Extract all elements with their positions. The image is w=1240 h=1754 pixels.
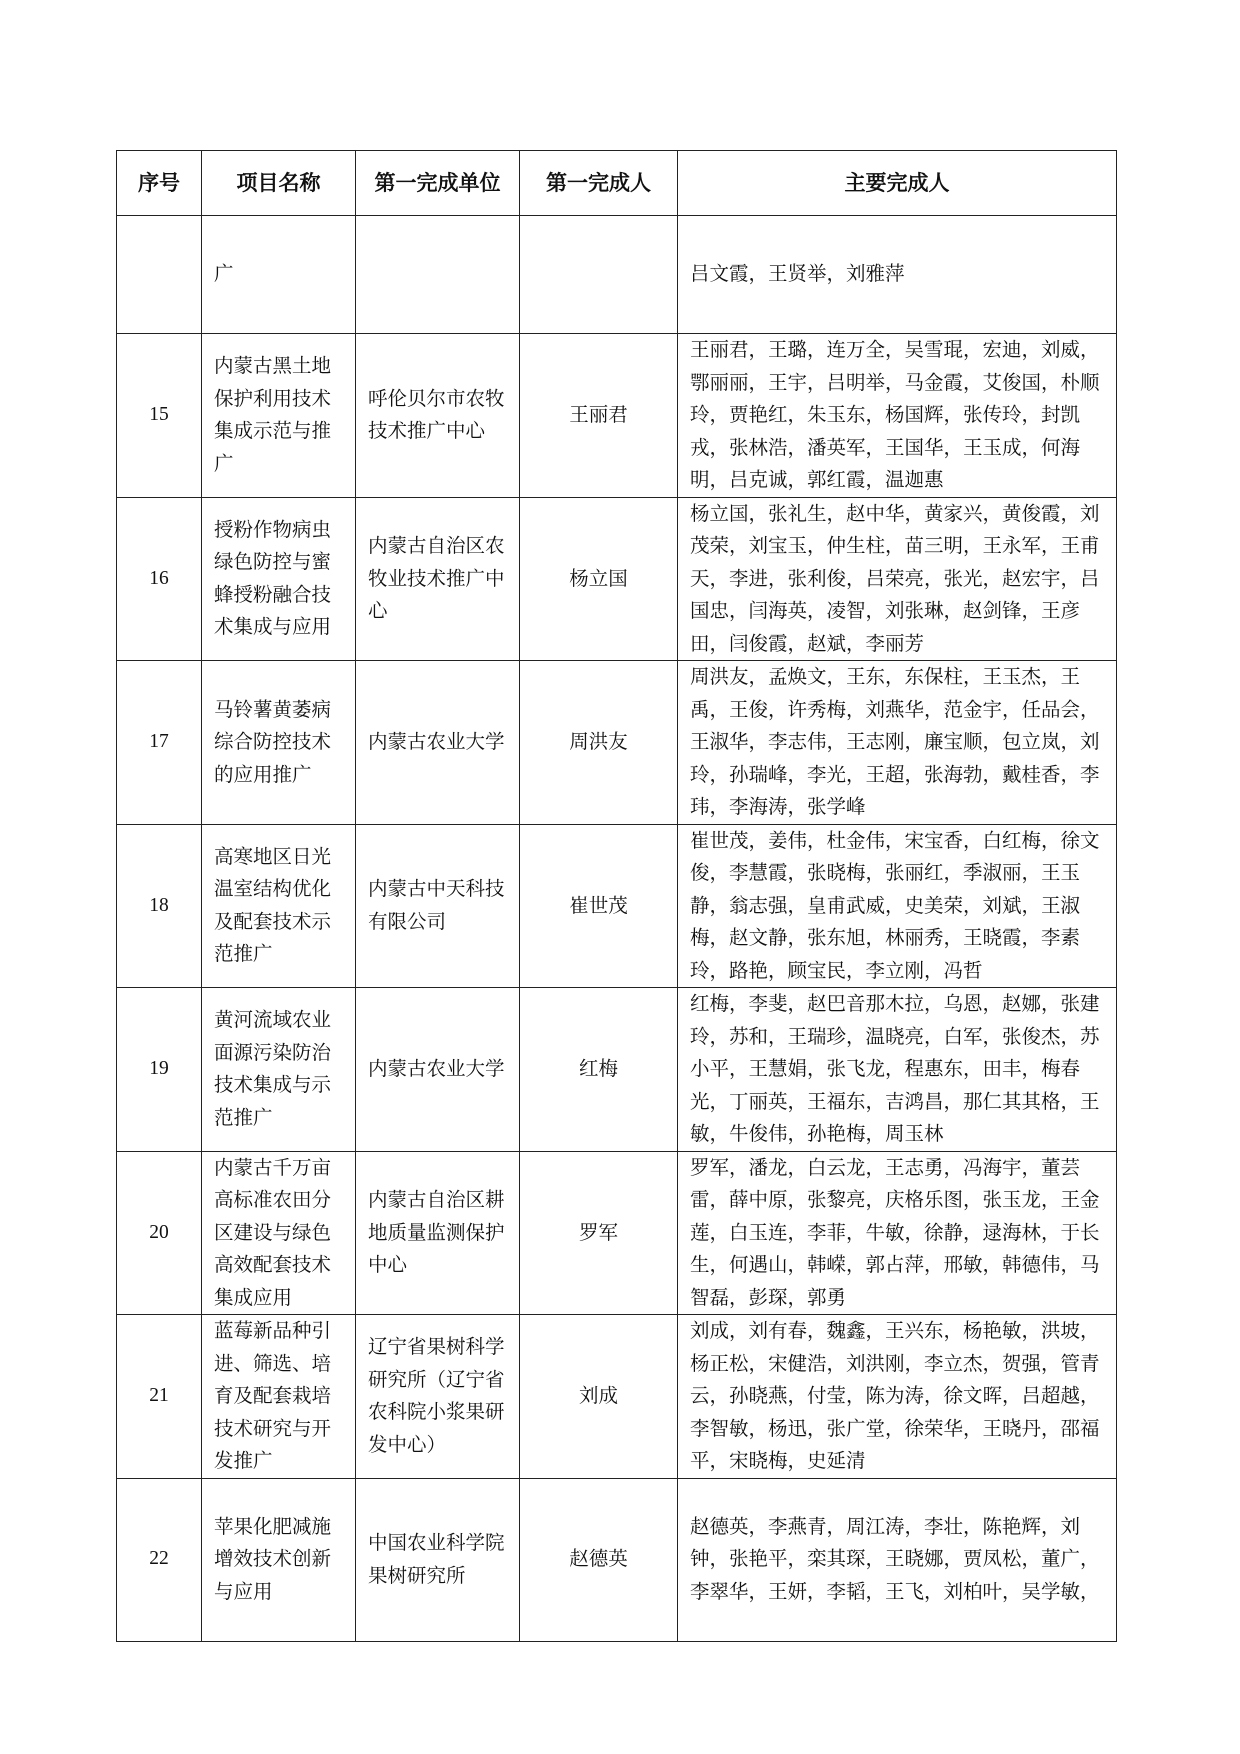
row-leader: 刘成	[520, 1315, 678, 1479]
table-row	[117, 661, 1117, 825]
table-row	[117, 497, 1117, 661]
table-row	[117, 988, 1117, 1152]
row-no: 16	[117, 497, 202, 661]
row-no: 21	[117, 1315, 202, 1479]
row-leader: 杨立国	[520, 497, 678, 661]
row-leader	[520, 216, 678, 334]
row-project: 内蒙古千万亩高标准农田分区建设与绿色高效配套技术集成应用	[202, 1151, 356, 1315]
table-row	[117, 824, 1117, 988]
row-no: 18	[117, 824, 202, 988]
row-unit: 内蒙古自治区农牧业技术推广中心	[356, 497, 520, 661]
row-unit: 内蒙古农业大学	[356, 661, 520, 825]
row-members: 王丽君，王璐，连万全，吴雪琨，宏迪，刘威，鄂丽丽，王宇，吕明举，马金霞，艾俊国，朴顺玲，贾艳红，朱玉东，杨国辉，张传玲，封凯戎，张林浩，潘英军，王国华，王玉成，何海明，吕克诚，郭红霞，温迦惠	[678, 334, 1117, 498]
row-unit: 内蒙古农业大学	[356, 988, 520, 1152]
row-unit: 内蒙古自治区耕地质量监测保护中心	[356, 1151, 520, 1315]
row-members: 吕文霞，王贤举，刘雅萍	[678, 216, 1117, 334]
row-members: 罗军，潘龙，白云龙，王志勇，冯海宇，董芸雷，薛中原，张黎亮，庆格乐图，张玉龙，王金莲，白玉连，李菲，牛敏，徐静，逯海林，于长生，何遇山，韩嵘，郭占萍，邢敏，韩德伟，马智磊，彭琛，郭勇	[678, 1151, 1117, 1315]
header-unit: 第一完成单位	[356, 151, 520, 216]
row-no: 20	[117, 1151, 202, 1315]
header-leader: 第一完成人	[520, 151, 678, 216]
row-unit: 呼伦贝尔市农牧技术推广中心	[356, 334, 520, 498]
header-members: 主要完成人	[678, 151, 1117, 216]
row-project: 高寒地区日光温室结构优化及配套技术示范推广	[202, 824, 356, 988]
row-members: 崔世茂，姜伟，杜金伟，宋宝香，白红梅，徐文俊，李慧霞，张晓梅，张丽红，季淑丽，王玉静，翁志强，皇甫武威，史美荣，刘斌，王淑梅，赵文静，张东旭，林丽秀，王晓霞，李素玲，路艳，顾宝民，李立刚，冯哲	[678, 824, 1117, 988]
table-row	[117, 1315, 1117, 1479]
row-no: 17	[117, 661, 202, 825]
row-members: 红梅，李斐，赵巴音那木拉，乌恩，赵娜，张建玲，苏和，王瑞珍，温晓亮，白军，张俊杰，苏小平，王慧娟，张飞龙，程惠东，田丰，梅春光，丁丽英，王福东，吉鸿昌，那仁其其格，王敏，牛俊伟，孙艳梅，周玉林	[678, 988, 1117, 1152]
row-unit	[356, 216, 520, 334]
row-members: 杨立国，张礼生，赵中华，黄家兴，黄俊霞，刘茂荣，刘宝玉，仲生柱，苗三明，王永军，王甫天，李进，张利俊，吕荣亮，张光，赵宏宇，吕国忠，闫海英，凌智，刘张琳，赵剑锋，王彦田，闫俊霞，赵斌，李丽芳	[678, 497, 1117, 661]
row-no: 22	[117, 1478, 202, 1641]
row-members: 周洪友，孟焕文，王东，东保柱，王玉杰，王禹，王俊，许秀梅，刘燕华，范金宇，任品会，王淑华，李志伟，王志刚，廉宝顺，包立岚，刘玲，孙瑞峰，李光，王超，张海勃，戴桂香，李玮，李海涛，张学峰	[678, 661, 1117, 825]
table-row	[117, 1478, 1117, 1641]
header-no: 序号	[117, 151, 202, 216]
row-unit: 中国农业科学院果树研究所	[356, 1478, 520, 1641]
row-project: 内蒙古黑土地保护利用技术集成示范与推广	[202, 334, 356, 498]
row-leader: 周洪友	[520, 661, 678, 825]
row-leader: 罗军	[520, 1151, 678, 1315]
row-unit: 辽宁省果树科学研究所（辽宁省农科院小浆果研发中心）	[356, 1315, 520, 1479]
row-project: 黄河流域农业面源污染防治技术集成与示范推广	[202, 988, 356, 1152]
row-no: 15	[117, 334, 202, 498]
row-project: 苹果化肥减施增效技术创新与应用	[202, 1478, 356, 1641]
table-row	[117, 334, 1117, 498]
row-no: 19	[117, 988, 202, 1152]
row-leader: 赵德英	[520, 1478, 678, 1641]
table-row	[117, 1151, 1117, 1315]
row-members: 刘成，刘有春，魏鑫，王兴东，杨艳敏，洪坡，杨正松，宋健浩，刘洪刚，李立杰，贺强，管青云，孙晓燕，付莹，陈为涛，徐文晖，吕超越，李智敏，杨迅，张广堂，徐荣华，王晓丹，邵福平，宋晓梅，史延清	[678, 1315, 1117, 1479]
header-row	[117, 151, 1117, 216]
table-row	[117, 216, 1117, 334]
row-no	[117, 216, 202, 334]
row-leader: 王丽君	[520, 334, 678, 498]
row-leader: 红梅	[520, 988, 678, 1152]
row-project: 授粉作物病虫绿色防控与蜜蜂授粉融合技术集成与应用	[202, 497, 356, 661]
row-unit: 内蒙古中天科技有限公司	[356, 824, 520, 988]
row-project: 马铃薯黄萎病综合防控技术的应用推广	[202, 661, 356, 825]
header-project: 项目名称	[202, 151, 356, 216]
row-project: 广	[202, 216, 356, 334]
row-leader: 崔世茂	[520, 824, 678, 988]
row-project: 蓝莓新品种引进、筛选、培育及配套栽培技术研究与开发推广	[202, 1315, 356, 1479]
row-members: 赵德英，李燕青，周江涛，李壮，陈艳辉，刘钟，张艳平，栾其琛，王晓娜，贾凤松，董广，李翠华，王妍，李韬，王飞，刘柏叶，吴学敏，	[678, 1478, 1117, 1641]
award-table	[116, 150, 1117, 1642]
